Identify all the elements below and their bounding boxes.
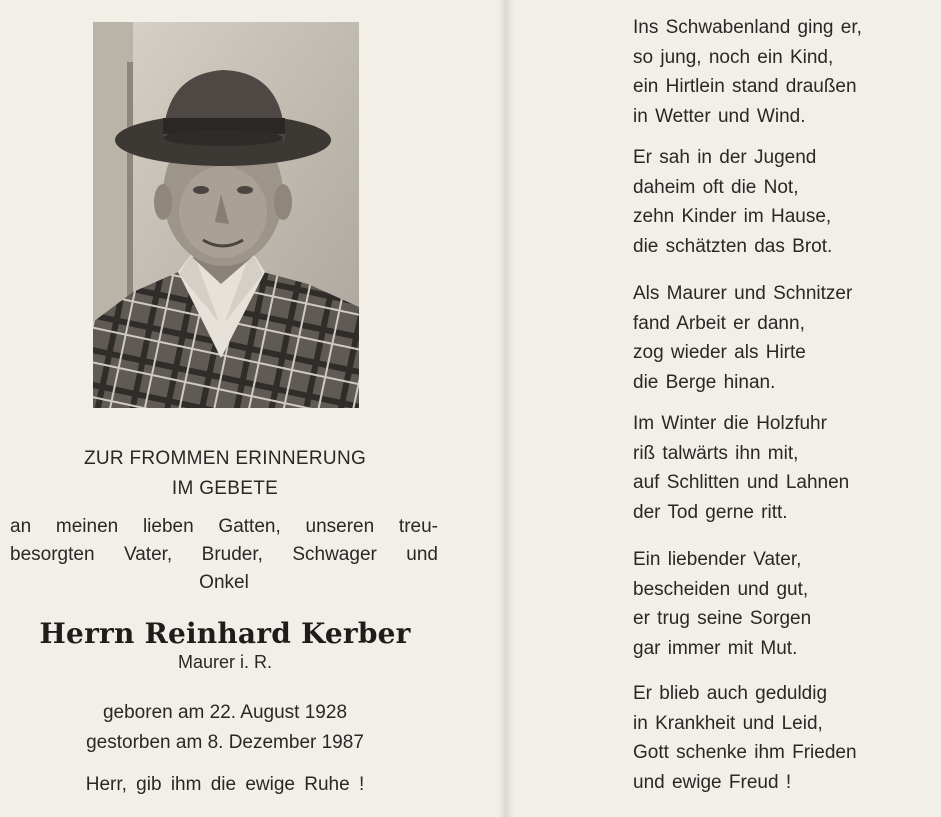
- poem-line: zehn Kinder im Hause,: [633, 206, 832, 227]
- poem-line: gar immer mit Mut.: [633, 637, 798, 659]
- poem-line: zog wieder als Hirte: [633, 342, 806, 363]
- poem-line: und ewige Freud !: [633, 771, 792, 793]
- poem-line: der Tod gerne ritt.: [633, 501, 788, 523]
- poem-line: Ins Schwabenland ging er,: [633, 17, 862, 38]
- poem-line: auf Schlitten und Lahnen: [633, 472, 850, 493]
- dedication-line: an meinen lieben Gatten, unseren treu-: [10, 516, 438, 537]
- poem-stanza: [633, 279, 933, 397]
- poem-line: so jung, noch ein Kind,: [633, 46, 834, 68]
- heading-line-1: ZUR FROMMEN ERINNERUNG: [83, 448, 367, 469]
- dedication: [10, 513, 438, 597]
- poem-line: Er sah in der Jugend: [633, 147, 817, 168]
- poem-stanza: [633, 679, 933, 797]
- portrait-image: [93, 22, 359, 408]
- dedication-line: besorgten Vater, Bruder, Schwager und: [10, 544, 438, 565]
- poem-line: Er blieb auch geduldig: [633, 683, 828, 704]
- heading-line-2: IM GEBETE: [171, 478, 279, 499]
- poem-stanza: [633, 143, 933, 261]
- poem-line: bescheiden und gut,: [633, 578, 809, 600]
- portrait-photo: [93, 22, 359, 408]
- deceased-name: Herrn Reinhard Kerber: [39, 617, 411, 650]
- poem-line: Als Maurer und Schnitzer: [633, 283, 853, 304]
- poem-line: in Krankheit und Leid,: [633, 712, 823, 734]
- death-date: gestorben am 8. Dezember 1987: [86, 732, 364, 753]
- poem-line: ein Hirtlein stand draußen: [633, 76, 857, 97]
- poem-stanza: [633, 409, 933, 527]
- poem-line: er trug seine Sorgen: [633, 608, 812, 629]
- prayer: Herr, gib ihm die ewige Ruhe !: [85, 774, 365, 795]
- poem-line: fand Arbeit er dann,: [633, 312, 805, 334]
- poem-line: die schätzten das Brot.: [633, 235, 833, 257]
- poem-line: Gott schenke ihm Frieden: [633, 742, 857, 763]
- poem-line: daheim oft die Not,: [633, 176, 799, 198]
- birth-date: geboren am 22. August 1928: [102, 702, 348, 723]
- poem-line: Im Winter die Holzfuhr: [633, 413, 827, 434]
- poem-line: die Berge hinan.: [633, 371, 776, 393]
- occupation: Maurer i. R.: [177, 652, 273, 672]
- poem-line: in Wetter und Wind.: [633, 105, 806, 127]
- card-fold: [498, 0, 514, 817]
- poem-line: Ein liebender Vater,: [633, 549, 802, 570]
- dedication-line: Onkel: [199, 572, 249, 593]
- poem-stanza: [633, 545, 933, 663]
- poem-stanza: [633, 13, 933, 131]
- poem-line: riß talwärts ihn mit,: [633, 442, 799, 464]
